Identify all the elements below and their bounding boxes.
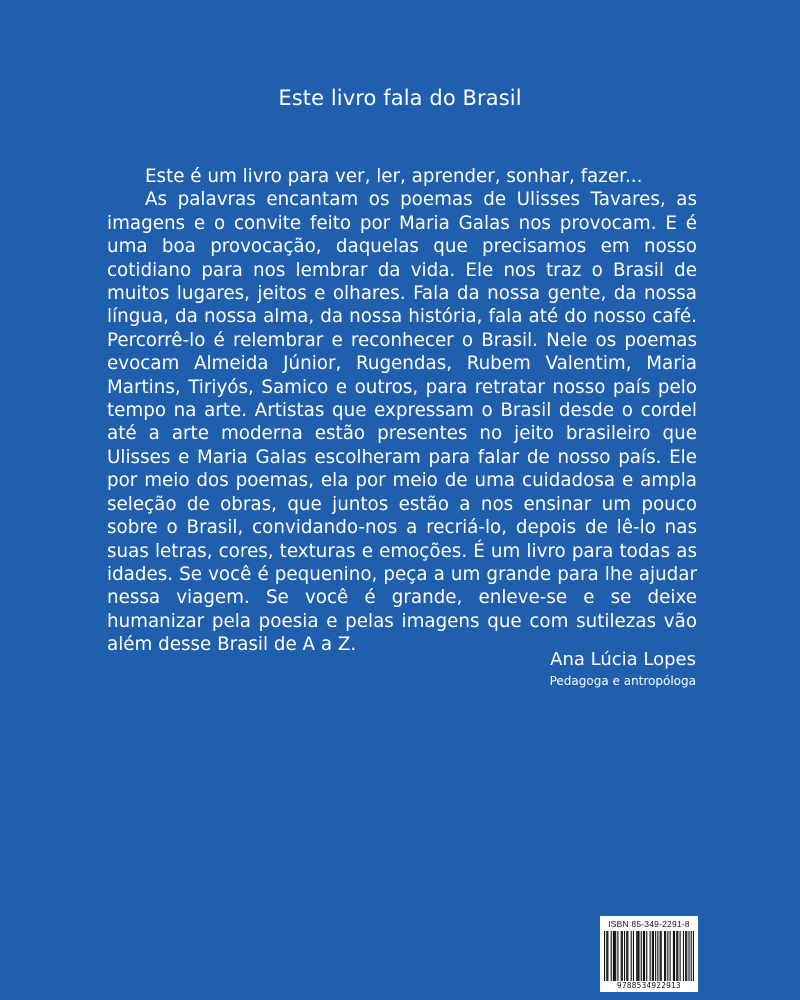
blurb-text — [107, 165, 697, 657]
barcode-bar — [643, 931, 644, 981]
barcode-bar — [653, 931, 654, 981]
barcode-bar — [661, 931, 662, 981]
barcode-bar — [664, 931, 665, 981]
barcode-bar — [667, 931, 668, 981]
barcode-bar — [622, 931, 623, 981]
author-signature — [550, 648, 696, 690]
barcode-bar — [691, 931, 692, 981]
barcode-bar — [686, 931, 687, 981]
barcode-bar — [676, 931, 677, 981]
blurb-paragraph-2: As palavras encantam os poemas de Ulisses Tavares, as imagens e o convite feito por Maria Galas nos provocam. E é uma boa provocação, daquelas que precisamos em nosso cotidiano para nos lembrar da vida. Ele nos traz o Brasil de muitos lugares, jeitos e olhares. Fala da nossa gente, da nossa língua, da nossa alma, da nossa história, fala até do nosso café. Percorrê-lo é relembrar e reconhecer o Brasil. Nele os poemas evocam Almeida Júnior, Rugendas, Rubem Valentim, Maria Martins, Tiriyós, Samico e outros, para retratar nosso país pelo tempo na arte. Artistas que expressam o Brasil desde o cordel até a arte moderna estão presentes no jeito brasileiro que Ulisses e Maria Galas escolheram para falar de nosso país. Ele por meio dos poemas, ela por meio de uma cuidadosa e ampla seleção de obras, que juntos estão a nos ensinar um pouco sobre o Brasil, convidando-nos a recriá-lo, depois de lê-lo nas suas letras, cores, texturas e emoções. É um livro para todas as idades. Se você é pequenino, peça a um grande para lhe ajudar nessa viagem. Se você é grande, enleve-se e se deixe humanizar pela poesia e pelas imagens que com sutilezas vão além desse Brasil de A a Z. — [107, 189, 697, 656]
barcode-label — [600, 916, 698, 992]
barcode-bar — [641, 931, 642, 981]
barcode-bar — [637, 931, 638, 981]
barcode-bar — [655, 931, 656, 981]
barcode-bar — [604, 931, 605, 981]
isbn-text: ISBN 85-349-2291-8 — [608, 919, 690, 929]
barcode-bar — [633, 931, 634, 981]
barcode-bar — [615, 931, 616, 981]
book-title: Este livro fala do Brasil — [278, 86, 522, 110]
barcode-bar — [677, 931, 678, 981]
barcode-bar — [670, 931, 671, 981]
barcode-digits: 9788534922913 — [617, 981, 681, 990]
barcode-bar — [644, 931, 645, 981]
barcode-bar — [657, 931, 658, 981]
barcode-icon — [604, 931, 694, 981]
barcode-bar — [636, 931, 637, 981]
barcode-bar — [626, 931, 627, 981]
author-name: Ana Lúcia Lopes — [550, 649, 696, 670]
barcode-bar — [613, 931, 614, 981]
barcode-bar — [614, 931, 615, 981]
barcode-bar — [673, 931, 674, 981]
barcode-bar — [646, 931, 647, 981]
barcode-bar — [631, 931, 632, 981]
barcode-bar — [607, 931, 608, 981]
barcode-bar — [606, 931, 607, 981]
barcode-bar — [621, 931, 622, 981]
barcode-bar — [688, 931, 689, 981]
barcode-bar — [693, 931, 694, 981]
barcode-bar — [685, 931, 686, 981]
barcode-bar — [638, 931, 639, 981]
author-role: Pedagoga e antropóloga — [549, 674, 696, 688]
barcode-bar — [665, 931, 666, 981]
barcode-bar — [650, 931, 651, 981]
barcode-bar — [617, 931, 618, 981]
barcode-bar — [624, 931, 625, 981]
barcode-bar — [683, 931, 684, 981]
blurb-paragraph-1: Este é um livro para ver, ler, aprender, sonhar, fazer... — [145, 166, 643, 187]
barcode-bar — [680, 931, 681, 981]
barcode-bar — [660, 931, 661, 981]
barcode-bar — [611, 931, 612, 981]
barcode-bar — [652, 931, 653, 981]
barcode-bar — [627, 931, 628, 981]
barcode-bar — [674, 931, 675, 981]
